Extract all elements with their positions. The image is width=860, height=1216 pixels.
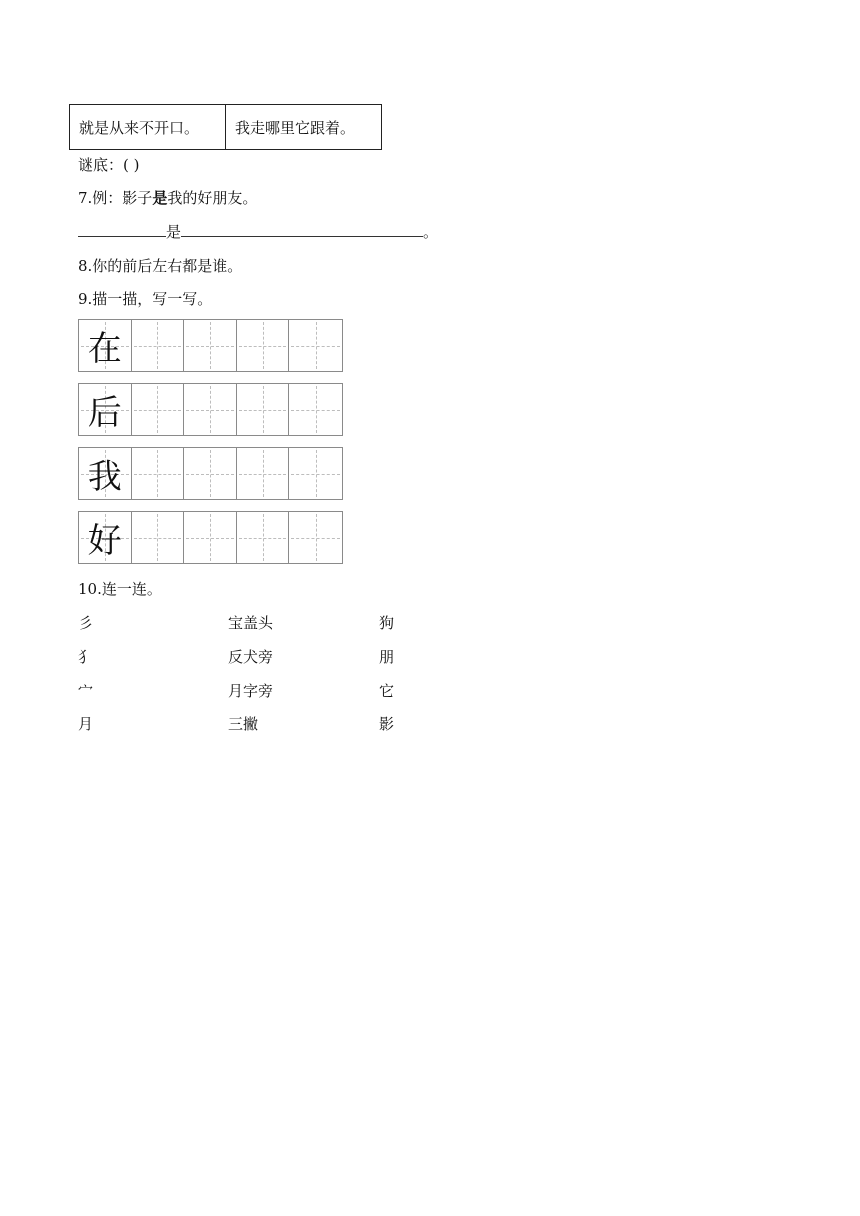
q7-example xyxy=(78,187,257,208)
riddle-cell-1: 就是从来不开口。 xyxy=(70,105,226,150)
q7-label: 7.例：影子 xyxy=(78,189,153,207)
radical-item[interactable]: 宀 xyxy=(78,682,94,700)
q8-label: 8.你的前后左右都是谁。 xyxy=(78,257,243,275)
writing-cell xyxy=(79,320,132,371)
q7-bold: 是 xyxy=(152,189,168,207)
character-item[interactable]: 影 xyxy=(379,715,395,733)
writing-cell xyxy=(79,384,132,435)
writing-cell[interactable] xyxy=(184,384,237,435)
radical-item[interactable]: 月 xyxy=(78,715,94,733)
writing-cell[interactable] xyxy=(289,320,342,371)
writing-row-3 xyxy=(78,447,343,500)
riddle-table xyxy=(69,104,382,150)
riddle-answer: 谜底：( ) xyxy=(78,156,140,174)
q10-label: 10.连一连。 xyxy=(78,580,162,598)
riddle-cell-2: 我走哪里它跟着。 xyxy=(226,105,382,150)
writing-cell[interactable] xyxy=(184,512,237,563)
radical-name-item[interactable]: 三撇 xyxy=(228,715,259,733)
writing-cell[interactable] xyxy=(132,448,185,499)
writing-cell[interactable] xyxy=(237,512,290,563)
radical-item[interactable]: 彡 xyxy=(78,614,94,632)
q7-fill-line xyxy=(78,221,438,242)
q9-label: 9.描一描，写一写。 xyxy=(78,290,213,308)
q7-blank-2[interactable] xyxy=(181,222,423,237)
character-item[interactable]: 朋 xyxy=(379,648,395,666)
writing-cell[interactable] xyxy=(289,512,342,563)
writing-cell xyxy=(79,448,132,499)
writing-cell[interactable] xyxy=(132,320,185,371)
writing-row-1 xyxy=(78,319,343,372)
writing-cell xyxy=(79,512,132,563)
radical-name-item[interactable]: 月字旁 xyxy=(228,682,274,700)
writing-cell[interactable] xyxy=(237,320,290,371)
writing-cell[interactable] xyxy=(289,448,342,499)
q7-blank-1[interactable] xyxy=(78,222,166,237)
q7-fill-end: 。 xyxy=(423,223,439,241)
q7-rest: 我的好朋友。 xyxy=(167,189,258,207)
trace-char: 好 xyxy=(87,521,122,561)
character-item[interactable]: 狗 xyxy=(379,614,395,632)
writing-cell[interactable] xyxy=(289,384,342,435)
radical-name-item[interactable]: 反犬旁 xyxy=(228,648,274,666)
writing-cell[interactable] xyxy=(184,448,237,499)
trace-char: 后 xyxy=(87,393,122,433)
writing-row-4 xyxy=(78,511,343,564)
writing-cell[interactable] xyxy=(237,384,290,435)
writing-cell[interactable] xyxy=(132,384,185,435)
radical-name-item[interactable]: 宝盖头 xyxy=(228,614,274,632)
writing-cell[interactable] xyxy=(132,512,185,563)
writing-cell[interactable] xyxy=(237,448,290,499)
trace-char: 我 xyxy=(87,457,122,497)
character-item[interactable]: 它 xyxy=(379,682,395,700)
writing-row-2 xyxy=(78,383,343,436)
trace-char: 在 xyxy=(87,329,122,369)
radical-item[interactable]: 犭 xyxy=(78,648,94,666)
writing-cell[interactable] xyxy=(184,320,237,371)
q7-fill-mid: 是 xyxy=(166,223,182,241)
